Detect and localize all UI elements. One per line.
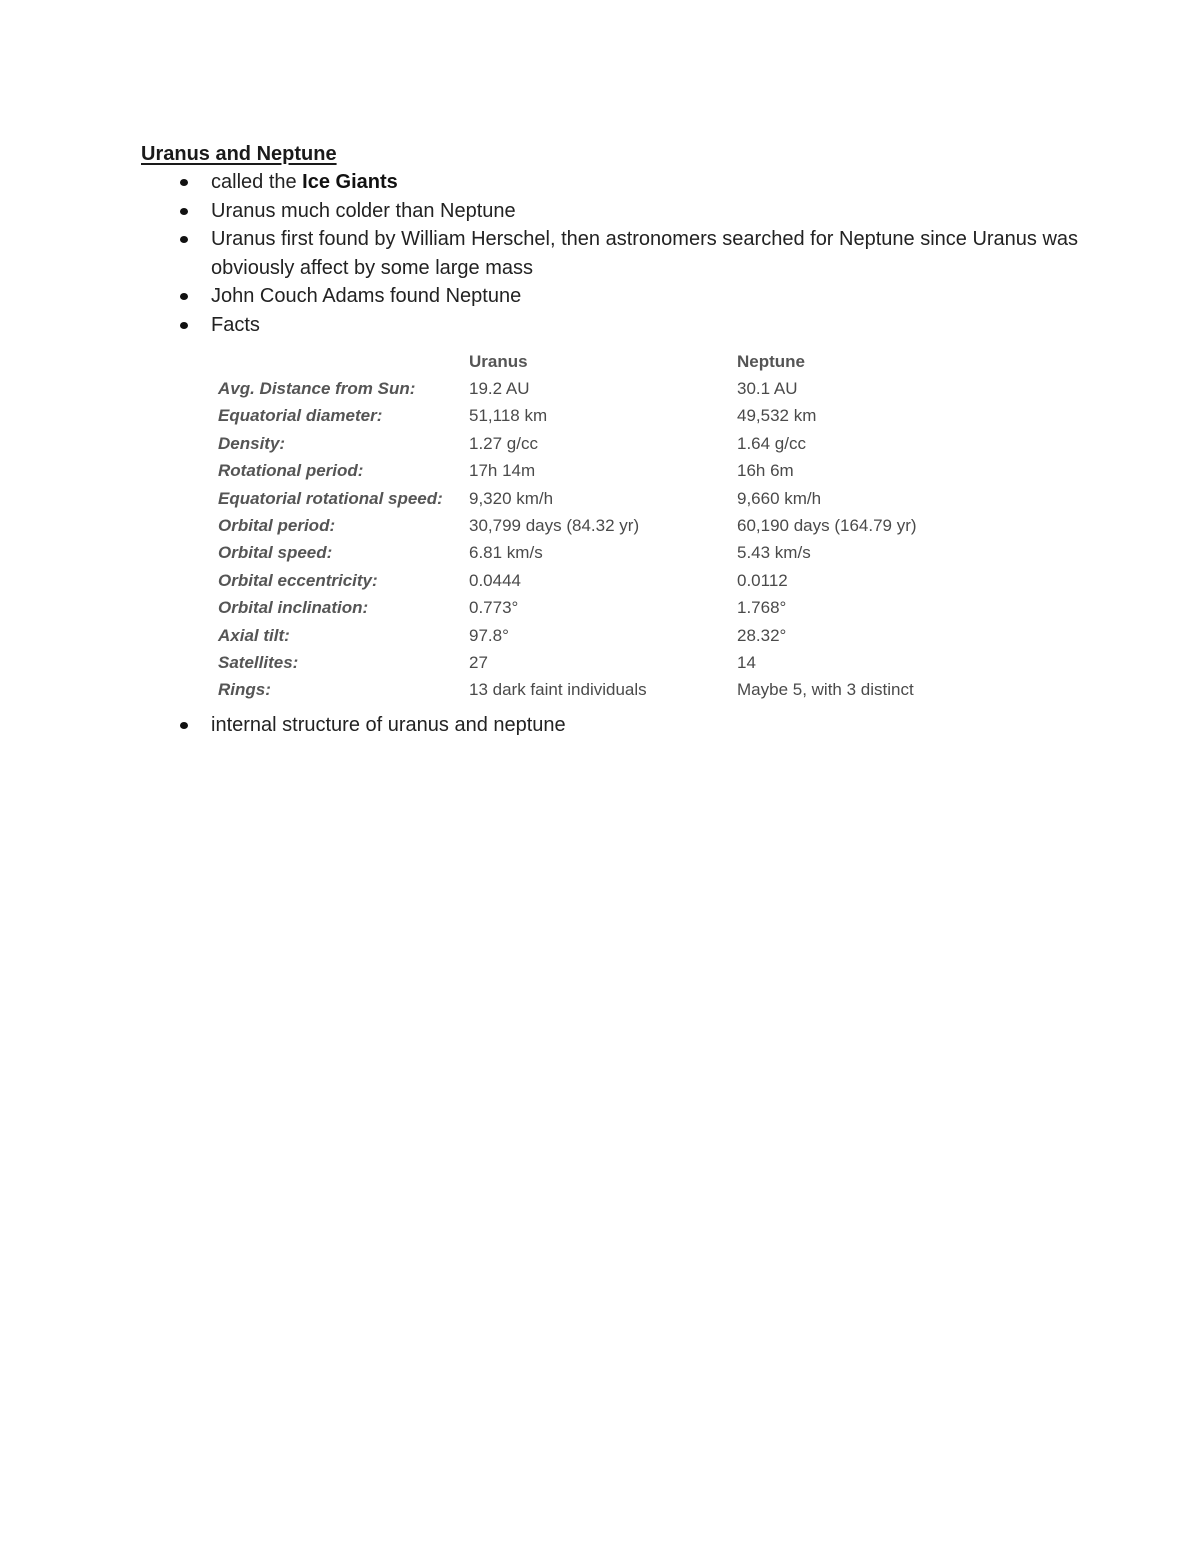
table-cell-uranus: 0.0444 [469, 570, 521, 590]
table-cell-neptune: Maybe 5, with 3 distinct [737, 680, 914, 700]
bullet-list-continued [180, 711, 566, 740]
facts-table [218, 348, 957, 704]
table-label-cell: Satellites: [218, 652, 299, 672]
table-label-cell: Orbital inclination: [218, 598, 369, 618]
table-label-cell: Axial tilt: [218, 625, 290, 645]
table-cell-uranus: 97.8° [469, 625, 509, 645]
table-cell-uranus: 51,118 km [469, 406, 548, 426]
table-cell-neptune: 1.768° [737, 598, 787, 618]
bullet-icon [180, 208, 188, 215]
table-row [218, 622, 957, 649]
table-label-cell: Orbital eccentricity: [218, 570, 378, 590]
table-cell-neptune: 5.43 km/s [737, 543, 811, 563]
table-row [218, 540, 957, 567]
table-label-cell: Equatorial diameter: [218, 406, 383, 426]
bullet-text: Uranus first found by William Herschel, then astronomers searched for Neptune since Uranus was obviously affect by some large mass [211, 228, 1079, 279]
table-header-cell: Uranus [469, 351, 528, 371]
bullet-bold-text: Ice Giants [302, 171, 398, 193]
bullet-list [180, 168, 1080, 339]
bullet-text: Uranus much colder than Neptune [211, 199, 516, 222]
table-cell-neptune: 30.1 AU [737, 379, 798, 399]
table-label-cell: Density: [218, 433, 286, 453]
table-row [218, 485, 957, 512]
bullet-text: internal structure of uranus and neptune [211, 714, 566, 736]
table-row [218, 430, 957, 457]
table-header-cell [218, 348, 469, 375]
bullet-icon [180, 179, 188, 186]
bullet-icon [180, 722, 188, 729]
bullet-text: called the [211, 171, 303, 193]
list-item [180, 197, 1080, 226]
table-row [218, 458, 957, 485]
table-header-row [218, 348, 957, 375]
table-cell-neptune: 49,532 km [737, 406, 817, 426]
table-label-cell: Orbital speed: [218, 543, 333, 563]
table-row [218, 375, 957, 402]
table-label-cell: Rings: [218, 680, 271, 700]
table-cell-neptune: 60,190 days (164.79 yr) [737, 516, 917, 536]
bullet-icon [180, 236, 188, 243]
list-item [180, 711, 566, 740]
table-row [218, 512, 957, 539]
table-cell-uranus: 30,799 days (84.32 yr) [469, 516, 640, 536]
bullet-text: John Couch Adams found Neptune [211, 285, 522, 307]
table-cell-neptune: 0.0112 [737, 570, 788, 590]
table-cell-uranus: 0.773° [469, 598, 519, 618]
list-item [180, 282, 1080, 311]
table-cell-neptune: 14 [737, 652, 756, 672]
bullet-icon [180, 293, 188, 300]
list-item [180, 168, 1080, 197]
table-row [218, 567, 957, 594]
table-cell-uranus: 13 dark faint individuals [469, 680, 647, 700]
bullet-text: Facts [211, 313, 260, 336]
table-cell-uranus: 17h 14m [469, 461, 536, 481]
page-title: Uranus and Neptune [141, 143, 337, 165]
table-cell-uranus: 9,320 km/h [469, 488, 554, 508]
list-item [180, 225, 1080, 282]
table-header-cell: Neptune [737, 351, 805, 371]
table-cell-uranus: 1.27 g/cc [469, 433, 538, 453]
table-cell-neptune: 9,660 km/h [737, 488, 822, 508]
table-cell-neptune: 28.32° [737, 625, 787, 645]
table-cell-neptune: 1.64 g/cc [737, 433, 806, 453]
table-cell-uranus: 19.2 AU [469, 379, 530, 399]
table-label-cell: Rotational period: [218, 461, 364, 481]
table-row [218, 677, 957, 704]
table-cell-uranus: 27 [469, 652, 488, 672]
bullet-icon [180, 322, 188, 329]
list-item [180, 311, 1080, 340]
table-cell-uranus: 6.81 km/s [469, 543, 543, 563]
table-row [218, 649, 957, 676]
table-label-cell: Equatorial rotational speed: [218, 488, 443, 508]
table-label-cell: Avg. Distance from Sun: [218, 379, 416, 399]
table-row [218, 403, 957, 430]
table-row [218, 595, 957, 622]
table-cell-neptune: 16h 6m [737, 461, 794, 481]
table-label-cell: Orbital period: [218, 516, 336, 536]
